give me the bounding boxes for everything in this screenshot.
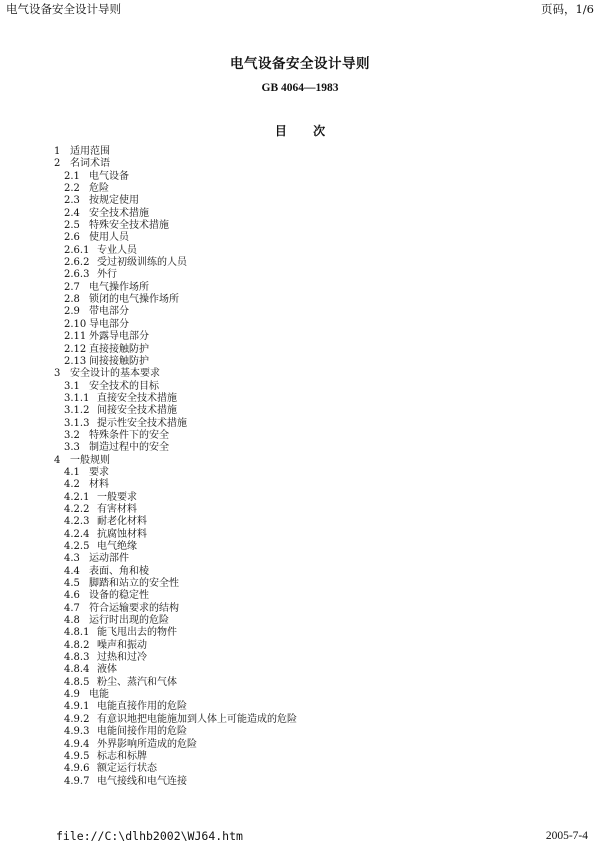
toc-entry-number: 4.9.6: [64, 763, 90, 775]
toc-entry: [0, 294, 600, 306]
toc-entry-number: 2.7: [64, 281, 80, 293]
toc-entry: [0, 208, 600, 220]
toc-entry-number: 2.6: [64, 232, 80, 244]
toc-entry: [0, 158, 600, 170]
toc-entry: [0, 541, 600, 553]
toc-entry: [0, 455, 600, 467]
toc-entry: [0, 442, 600, 454]
toc-entry-number: 2.6.3: [64, 269, 90, 281]
toc-entry: [0, 479, 600, 491]
toc-entry-number: 2.12: [64, 343, 87, 355]
toc-entry-number: 2.10: [64, 318, 87, 330]
toc-entry: [0, 171, 600, 183]
toc-entry-title: 耐老化材料: [97, 516, 147, 528]
toc-entry: [0, 627, 600, 639]
toc-entry-number: 4.2.3: [64, 516, 90, 528]
table-of-contents: [0, 146, 600, 788]
toc-entry-title: 表面、角和棱: [89, 565, 149, 577]
toc-entry: [0, 492, 600, 504]
toc-entry-title: 电气操作场所: [89, 281, 149, 293]
toc-entry: [0, 664, 600, 676]
toc-entry-title: 名词术语: [70, 158, 110, 170]
header-page-number: 页码，1/6: [540, 2, 594, 16]
toc-entry-title: 一般规则: [70, 454, 110, 466]
toc-entry: [0, 467, 600, 479]
footer-file-path: file://C:\dlhb2002\WJ64.htm: [56, 829, 243, 843]
toc-entry-title: 运行时出现的危险: [89, 615, 169, 627]
toc-entry-title: 噪声和振动: [97, 639, 147, 651]
toc-entry-number: 2.6.1: [64, 244, 90, 256]
document-title: 电气设备安全设计导则: [230, 56, 370, 72]
toc-entry-title: 专业人员: [97, 244, 137, 256]
toc-entry-title: 有意识地把电能施加到人体上可能造成的危险: [97, 713, 297, 725]
toc-entry-title: 符合运输要求的结构: [89, 602, 179, 614]
toc-entry: [0, 739, 600, 751]
toc-entry-title: 外界影响所造成的危险: [97, 738, 197, 750]
toc-entry: [0, 714, 600, 726]
toc-entry-number: 4.8.2: [64, 639, 90, 651]
toc-entry-title: 过热和过冷: [97, 652, 147, 664]
page-footer: [56, 828, 588, 844]
toc-entry-title: 电能: [89, 689, 109, 701]
toc-entry-title: 抗腐蚀材料: [97, 528, 147, 540]
toc-entry-title: 电气接线和电气连接: [97, 775, 187, 787]
toc-entry-number: 2.2: [64, 183, 80, 195]
toc-entry: [0, 516, 600, 528]
toc-entry: [0, 677, 600, 689]
toc-entry-number: 2: [54, 158, 61, 170]
toc-entry-number: 4.8.4: [64, 664, 90, 676]
toc-entry: [0, 146, 600, 158]
toc-entry-number: 3.1.2: [64, 405, 90, 417]
toc-entry-number: 4.4: [64, 565, 80, 577]
toc-entry: [0, 701, 600, 713]
toc-entry-number: 4.1: [64, 466, 80, 478]
toc-entry-title: 电能间接作用的危险: [97, 726, 187, 738]
toc-entry-number: 4.9: [64, 689, 80, 701]
toc-entry-title: 电气绝缘: [97, 541, 137, 552]
toc-entry-title: 导电部分: [89, 318, 129, 330]
toc-entry-title: 一般要求: [97, 491, 137, 503]
toc-entry-number: 3: [54, 368, 61, 380]
toc-entry: [0, 726, 600, 738]
toc-entry-title: 提示性安全技术措施: [97, 417, 187, 429]
toc-entry-number: 3.1: [64, 380, 80, 392]
toc-entry-number: 2.4: [64, 207, 80, 219]
toc-entry-number: 2.9: [64, 306, 80, 318]
header-document-title: 电气设备安全设计导则: [6, 2, 121, 16]
toc-entry-title: 设备的稳定性: [89, 590, 149, 602]
toc-entry-title: 间接接触防护: [89, 355, 149, 367]
toc-entry-number: 4.2.1: [64, 491, 90, 503]
toc-entry-number: 2.8: [64, 294, 80, 306]
toc-entry: [0, 553, 600, 565]
toc-entry-title: 有害材料: [97, 503, 137, 515]
toc-entry: [0, 306, 600, 318]
toc-entry: [0, 319, 600, 331]
toc-entry-title: 外露导电部分: [89, 331, 149, 343]
toc-entry: [0, 652, 600, 664]
toc-entry: [0, 245, 600, 257]
toc-entry-title: 能飞甩出去的物件: [97, 627, 177, 639]
toc-entry-number: 3.2: [64, 429, 80, 441]
toc-entry-title: 带电部分: [89, 306, 129, 318]
toc-entry: [0, 430, 600, 442]
toc-entry: [0, 269, 600, 281]
page-header: [6, 1, 594, 17]
toc-entry-number: 4.8.3: [64, 652, 90, 664]
toc-entry-title: 安全技术的目标: [89, 380, 159, 392]
toc-entry-number: 2.13: [64, 355, 87, 367]
toc-entry-number: 2.6.2: [64, 257, 90, 269]
toc-entry-title: 按规定使用: [89, 195, 139, 207]
toc-entry: [0, 356, 600, 368]
toc-entry: [0, 776, 600, 788]
toc-entry-title: 危险: [89, 183, 109, 195]
toc-entry: [0, 603, 600, 615]
toc-entry-title: 额定运行状态: [97, 763, 157, 775]
toc-entry: [0, 640, 600, 652]
toc-entry-title: 材料: [89, 479, 109, 491]
toc-entry-number: 4.8.1: [64, 627, 90, 639]
toc-entry-title: 运动部件: [89, 553, 129, 565]
toc-entry-title: 适用范围: [70, 146, 110, 157]
toc-entry: [0, 504, 600, 516]
toc-entry-number: 4.9.2: [64, 713, 90, 725]
toc-entry: [0, 590, 600, 602]
toc-entry-title: 液体: [97, 664, 117, 676]
toc-entry-number: 4.2.4: [64, 528, 90, 540]
toc-entry-number: 2.11: [64, 331, 87, 343]
toc-entry-number: 4.8.5: [64, 676, 90, 688]
toc-entry-title: 制造过程中的安全: [89, 442, 169, 454]
toc-entry: [0, 282, 600, 294]
toc-entry-title: 脚踏和站立的安全性: [89, 578, 179, 590]
toc-entry-number: 4.2: [64, 479, 80, 491]
toc-entry: [0, 751, 600, 763]
toc-entry-number: 4.2.2: [64, 503, 90, 515]
toc-entry-title: 受过初级训练的人员: [97, 257, 187, 269]
toc-entry: [0, 381, 600, 393]
toc-entry-number: 4.7: [64, 602, 80, 614]
toc-entry: [0, 418, 600, 430]
standard-number: GB 4064—1983: [261, 82, 339, 94]
toc-entry-number: 4.9.3: [64, 726, 90, 738]
toc-entry-title: 标志和标牌: [97, 750, 147, 762]
toc-entry-title: 粉尘、蒸汽和气体: [97, 676, 177, 688]
toc-entry: [0, 257, 600, 269]
toc-entry-number: 4.3: [64, 553, 80, 565]
toc-entry-number: 4: [54, 454, 61, 466]
toc-entry-number: 4.9.4: [64, 738, 90, 750]
toc-entry-number: 4.2.5: [64, 541, 90, 552]
toc-entry: [0, 689, 600, 701]
toc-heading: 目 次: [274, 124, 326, 138]
toc-entry-number: 4.9.1: [64, 701, 90, 713]
toc-entry: [0, 183, 600, 195]
toc-entry: [0, 578, 600, 590]
toc-entry-title: 锁闭的电气操作场所: [89, 294, 179, 306]
toc-entry-number: 2.3: [64, 195, 80, 207]
toc-entry-title: 间接安全技术措施: [97, 405, 177, 417]
toc-entry-title: 电能直接作用的危险: [97, 701, 187, 713]
toc-entry-title: 特殊条件下的安全: [89, 429, 169, 441]
toc-entry-number: 3.3: [64, 442, 80, 454]
toc-entry: [0, 529, 600, 541]
toc-entry: [0, 344, 600, 356]
toc-entry: [0, 763, 600, 775]
toc-entry-number: 4.8: [64, 615, 80, 627]
toc-entry: [0, 232, 600, 244]
toc-entry-title: 安全技术措施: [89, 207, 149, 219]
toc-entry: [0, 368, 600, 380]
toc-entry-title: 安全设计的基本要求: [70, 368, 160, 380]
toc-entry: [0, 405, 600, 417]
toc-entry-title: 特殊安全技术措施: [89, 220, 169, 232]
toc-entry: [0, 195, 600, 207]
toc-entry-title: 电气设备: [89, 170, 129, 182]
toc-entry: [0, 566, 600, 578]
toc-entry-number: 3.1.1: [64, 392, 90, 404]
toc-entry: [0, 615, 600, 627]
toc-entry: [0, 393, 600, 405]
toc-entry-number: 2.5: [64, 220, 80, 232]
toc-entry-title: 使用人员: [89, 232, 129, 244]
toc-entry-title: 直接安全技术措施: [97, 392, 177, 404]
toc-entry: [0, 331, 600, 343]
toc-entry-number: 4.5: [64, 578, 80, 590]
toc-entry-number: 1: [54, 146, 61, 157]
toc-entry-number: 4.9.5: [64, 750, 90, 762]
footer-date: 2005-7-4: [545, 830, 588, 842]
toc-entry-title: 要求: [89, 466, 109, 478]
toc-entry-title: 直接接触防护: [89, 343, 149, 355]
toc-entry-number: 2.1: [64, 170, 80, 182]
toc-entry-number: 4.6: [64, 590, 80, 602]
toc-entry: [0, 220, 600, 232]
toc-entry-number: 3.1.3: [64, 417, 90, 429]
toc-entry-title: 外行: [97, 269, 117, 281]
toc-entry-number: 4.9.7: [64, 775, 90, 787]
